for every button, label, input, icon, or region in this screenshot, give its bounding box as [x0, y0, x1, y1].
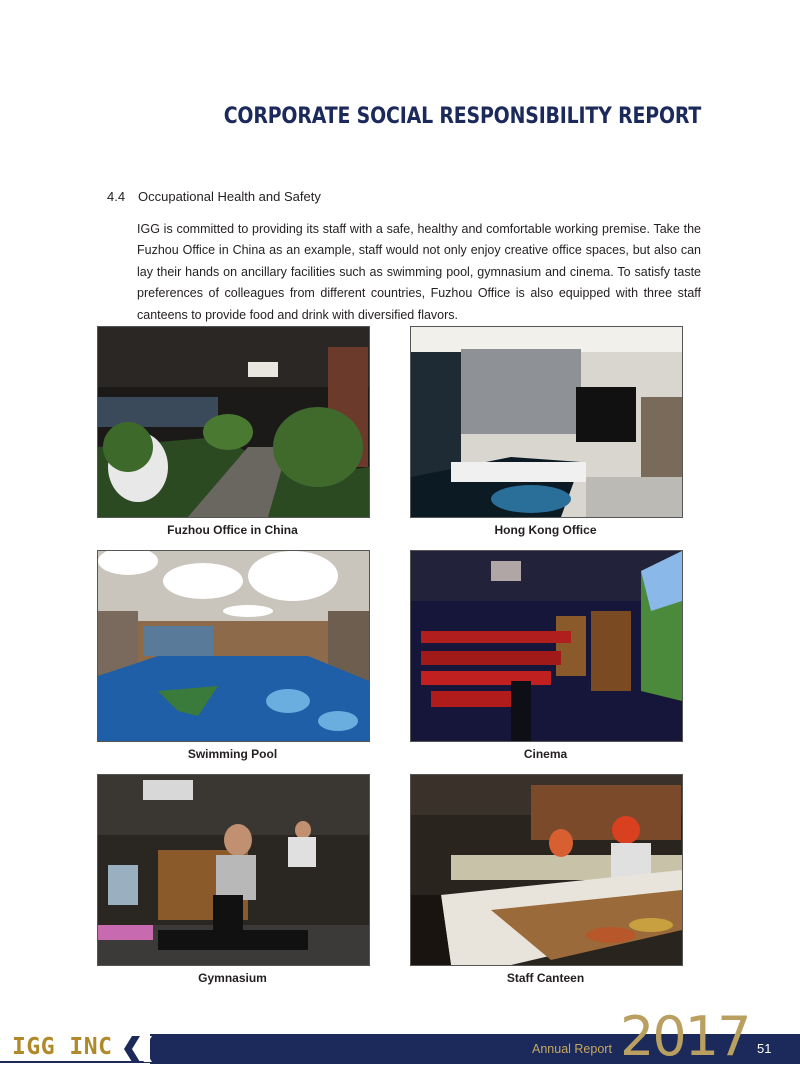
section-title: Occupational Health and Safety	[138, 189, 321, 204]
caption-staff-canteen: Staff Canteen	[506, 971, 585, 985]
report-title: CORPORATE SOCIAL RESPONSIBILITY REPORT	[223, 104, 701, 129]
photo-hong-kong-office	[410, 326, 683, 518]
caption-swimming-pool: Swimming Pool	[187, 747, 278, 761]
caption-gymnasium: Gymnasium	[198, 971, 267, 985]
section-heading	[107, 189, 321, 204]
photo-swimming-pool	[97, 550, 370, 742]
company-name: IGG INC	[12, 1034, 113, 1060]
caption-cinema: Cinema	[523, 747, 568, 761]
photo-cinema	[410, 550, 683, 742]
footer-label: Annual Report	[532, 1042, 612, 1056]
footer-year: 2017	[620, 1005, 750, 1068]
photo-staff-canteen	[410, 774, 683, 966]
photo-gymnasium	[97, 774, 370, 966]
section-number: 4.4	[107, 189, 126, 204]
page-number: 51	[757, 1041, 772, 1056]
photo-fuzhou-office	[97, 326, 370, 518]
caption-fuzhou-office: Fuzhou Office in China	[167, 523, 298, 537]
section-body: IGG is committed to providing its staff with a safe, healthy and comfortable working premise. Take the Fuzhou Office in China as an example, staff would not only enjoy creative office spaces, but also can lay their hands on ancillary facilities such as swimming pool, gymnasium and cinema. To satisfy taste preferences of colleagues from different countries, Fuzhou Office is also equipped with three staff canteens to provide food and drink with diversified flavors.	[137, 222, 701, 322]
caption-hong-kong-office: Hong Kong Office	[494, 523, 597, 537]
chevron-left-icon	[122, 1034, 156, 1064]
